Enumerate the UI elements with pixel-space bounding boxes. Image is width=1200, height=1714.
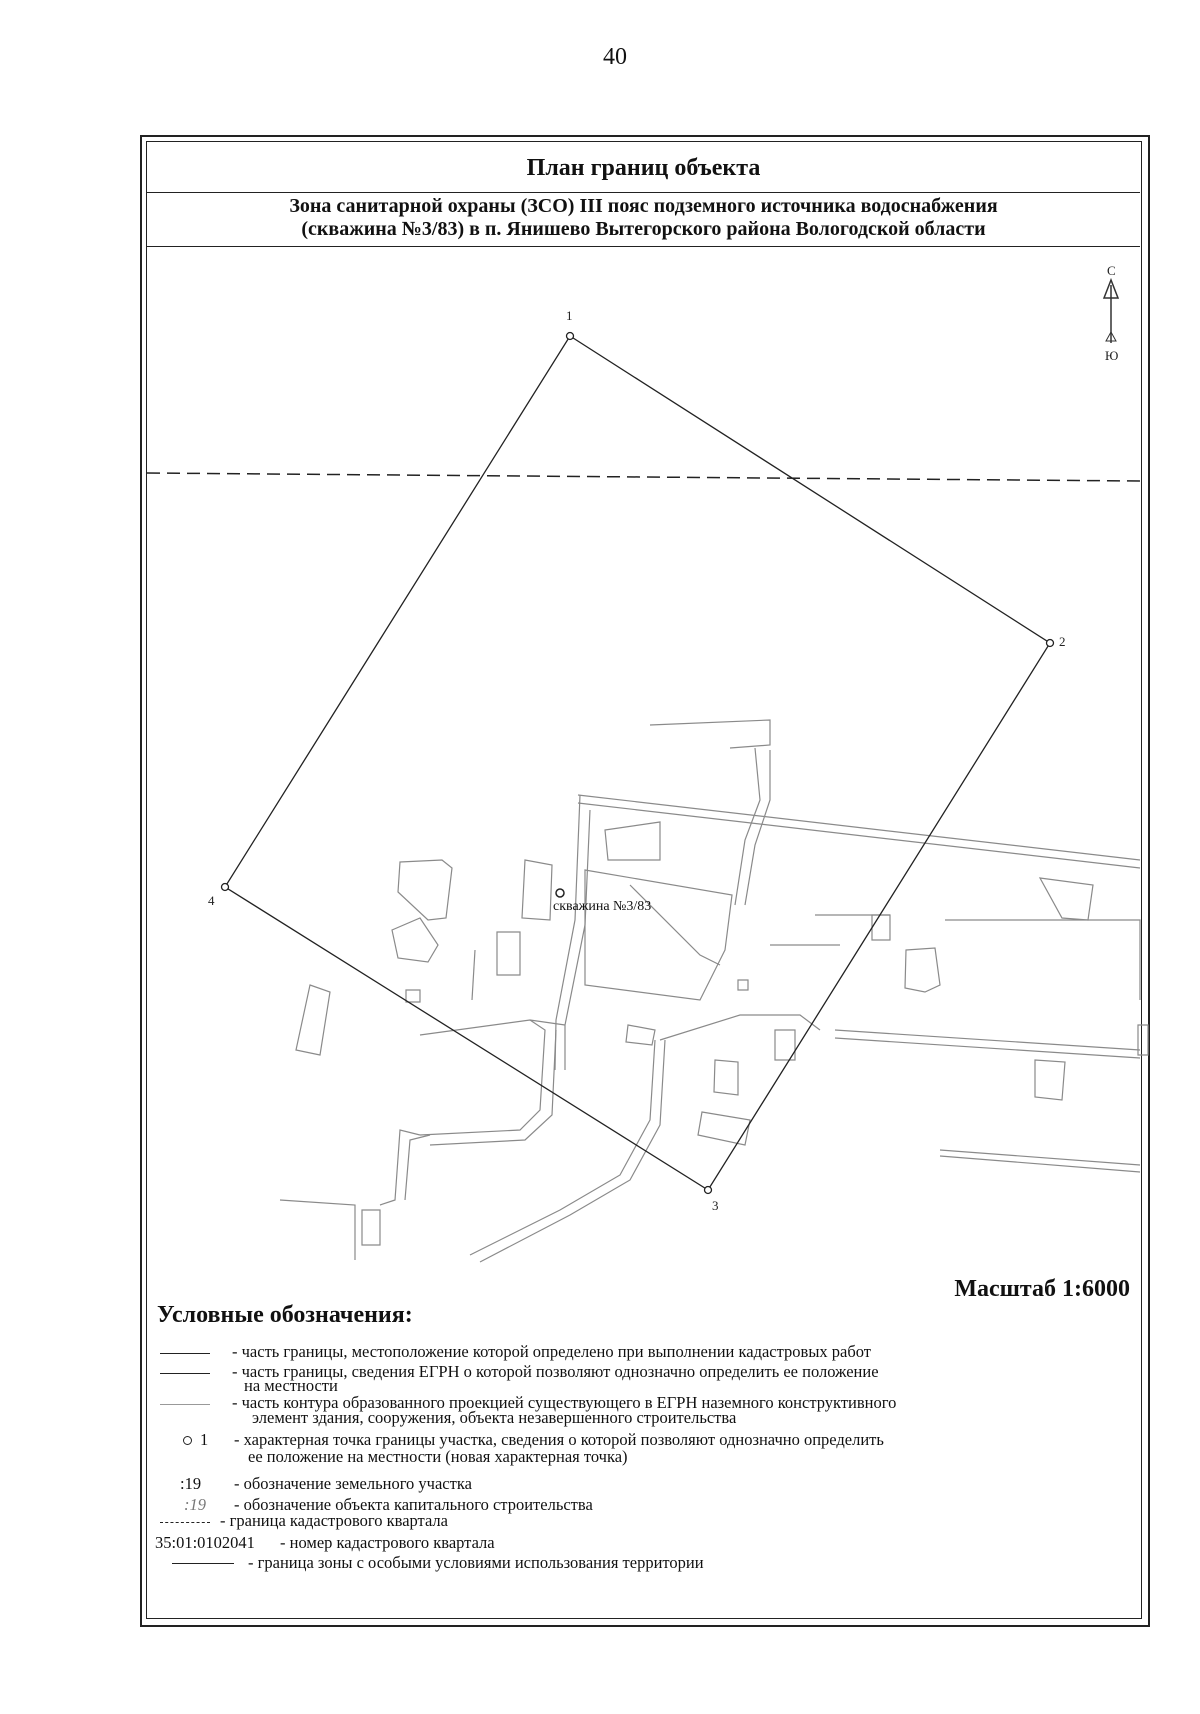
legend-item-text-cont: на местности: [244, 1376, 338, 1395]
road-east: [660, 1015, 820, 1040]
building: [872, 915, 890, 940]
building: [392, 918, 438, 962]
plan-title: План границ объекта: [526, 155, 761, 181]
legend-item-text: - характерная точка границы участка, сведения о которой позволяют однозначно определить: [234, 1430, 884, 1449]
legend-quarter-number: 35:01:0102041: [155, 1533, 255, 1552]
legend-item-text: - граница кадастрового квартала: [220, 1511, 448, 1530]
building-large: [585, 870, 732, 1000]
road-southwest-edge: [405, 1135, 430, 1200]
legend-item-text: - часть контура образованного проекцией существующего в ЕГРН наземного конструктивного: [232, 1393, 897, 1412]
well-marker: [553, 889, 651, 914]
building: [698, 1112, 750, 1145]
legend-point-icon: [183, 1436, 192, 1445]
north-arrow-icon: [1104, 263, 1118, 363]
building: [714, 1060, 738, 1095]
road-spur-2: [735, 748, 760, 905]
road-south: [470, 1040, 655, 1255]
fence-southwest: [280, 1200, 355, 1260]
compass-south-label: Ю: [1105, 348, 1119, 363]
building: [1035, 1060, 1065, 1100]
building: [738, 980, 748, 990]
boundary-point-1: [567, 333, 574, 340]
map-scale: Масштаб 1:6000: [954, 1276, 1130, 1302]
road-north: [578, 795, 1140, 860]
sanitary-zone-boundary: [225, 336, 1050, 1190]
legend-title: Условные обозначения:: [157, 1302, 413, 1328]
compass-north-label: С: [1107, 263, 1116, 278]
page-number: 40: [603, 44, 627, 70]
legend-point-symbol: 1: [200, 1430, 209, 1449]
well-icon: [556, 889, 564, 897]
building: [522, 860, 552, 920]
path-center: [630, 885, 720, 965]
boundary-points: [208, 308, 1066, 1213]
road-south-edge: [480, 1040, 665, 1262]
road-southeast: [940, 1150, 1140, 1165]
legend-line-surveyed: [160, 1353, 210, 1354]
building: [362, 1210, 380, 1245]
road-east-long-edge: [835, 1038, 1140, 1058]
legend-item-text-cont: элемент здания, сооружения, объекта незавершенного строительства: [252, 1408, 737, 1427]
building: [1040, 878, 1093, 920]
legend-line-special-zone: [172, 1563, 234, 1564]
building: [605, 822, 660, 860]
building: [626, 1025, 655, 1045]
legend-item-text: - граница зоны с особыми условиями использования территории: [248, 1553, 704, 1572]
building: [905, 948, 940, 992]
road-north-edge: [578, 803, 1140, 868]
subtitle-line-1: Зона санитарной охраны (ЗСО) III пояс подземного источника водоснабжения: [289, 195, 998, 217]
road-southwest: [380, 1130, 420, 1205]
road-south-loop: [420, 1020, 545, 1135]
legend-item-text: - обозначение объекта капитального строительства: [234, 1495, 593, 1514]
road-south-loop-edge: [430, 1030, 556, 1145]
legend-item-text: - часть границы, сведения ЕГРН о которой позволяют однозначно определить ее положение: [232, 1362, 879, 1381]
building: [398, 860, 452, 920]
legend-item-text: - обозначение земельного участка: [234, 1474, 472, 1493]
building: [497, 932, 520, 975]
subtitle-line-2: (скважина №3/83) в п. Янишево Вытегорского района Вологодской области: [301, 218, 986, 240]
cadastral-quarter-boundary: [147, 473, 1140, 481]
point-label-3: 3: [712, 1198, 719, 1213]
legend-line-egrn: [160, 1373, 210, 1374]
road-southeast-edge: [940, 1156, 1140, 1172]
legend-land-plot-symbol: :19: [180, 1474, 202, 1493]
legend-item-text: - номер кадастрового квартала: [280, 1533, 495, 1552]
legend-line-quarter: [160, 1522, 210, 1523]
building: [406, 990, 420, 1002]
boundary-point-3: [705, 1187, 712, 1194]
yard-fence: [945, 920, 1140, 1000]
point-label-1: 1: [566, 308, 573, 323]
boundary-point-2: [1047, 640, 1054, 647]
road-east-long: [835, 1030, 1140, 1050]
well-label: скважина №3/83: [553, 899, 652, 914]
point-label-4: 4: [208, 893, 215, 908]
road-spur: [650, 720, 770, 748]
legend-item-text: - часть границы, местоположение которой определено при выполнении кадастровых работ: [232, 1342, 871, 1361]
legend-building-symbol: :19: [184, 1495, 206, 1514]
point-label-2: 2: [1059, 634, 1066, 649]
path-west: [472, 950, 475, 1000]
legend-line-structure-contour: [160, 1404, 210, 1405]
road-west-vertical: [555, 795, 580, 1070]
legend-item-text-cont: ее положение на местности (новая характерная точка): [248, 1447, 628, 1466]
building: [296, 985, 330, 1055]
boundary-point-4: [222, 884, 229, 891]
